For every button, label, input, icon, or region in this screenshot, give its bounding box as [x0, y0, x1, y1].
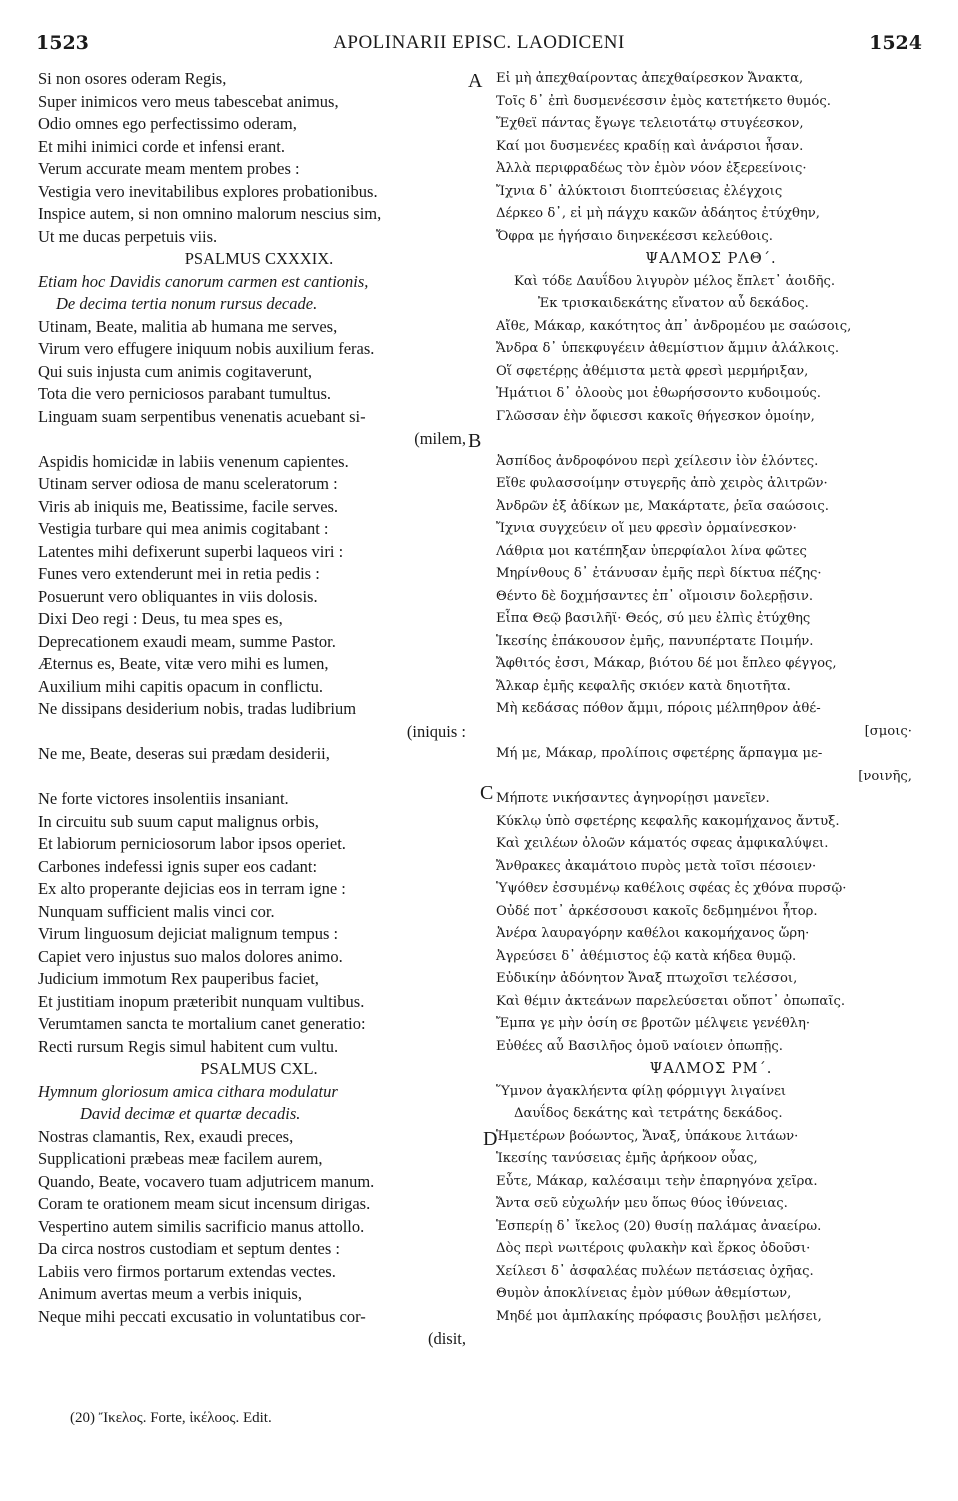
latin-line: Ne dissipans desiderium nobis, tradas ludibrium [38, 699, 357, 718]
greek-line: Αἴθε, Μάκαρ, κακότητος ἀπ᾽ ἀνδρομέου με σαώσοις, [496, 318, 852, 334]
latin-line: PSALMUS CXL. [200, 1059, 318, 1078]
latin-line: Ut me ducas perpetuis viis. [38, 226, 218, 246]
latin-line: Super inimicos vero meus tabescebat animus, [38, 91, 339, 111]
greek-line: [σμοις· [864, 723, 912, 739]
greek-line: Ἱκεσίης ἐπάκουσον ἐμῆς, πανυπέρτατε Ποιμήν. [496, 633, 814, 649]
latin-line: Inspice autem, si non omnino malorum nescius sim, [38, 204, 382, 223]
greek-line: Καὶ τόδε Δαυΐδου λιγυρὸν μέλος ἔπλετ᾽ ἀοιδῆς. [514, 273, 836, 289]
latin-line: Posuerunt vero obliquantes in viis dolosis. [38, 586, 318, 606]
running-title: APOLINARII EPISC. LAODICENI [333, 32, 625, 53]
greek-line: Θυμὸν ἀποκλίνειας ἐμὸν μύθων ἀθεμίστων, [496, 1286, 792, 1301]
greek-line: Μὴ κεδάσας πόθον ἄμμι, πόροις μέλπηθρον ἀθέ- [496, 701, 821, 716]
greek-line: Ἔχθεϊ πάντας ἔγωγε τελειοτάτῳ στυγέεσκον, [496, 116, 804, 131]
latin-line: Odio omnes ego perfectissimo oderam, [38, 114, 297, 133]
section-marker-c: C [480, 782, 494, 804]
latin-line: Funes vero extenderunt mei in retia pedis : [38, 564, 320, 583]
greek-line: Ὄφρα με ἡγήσαιο διηνεκέεσσι κελεύθοις. [496, 228, 773, 244]
latin-line: Utinam, Beate, malitia ab humana me serves, [38, 316, 338, 336]
greek-line: ΨΑΛΜΟΣ ΡΛΘ΄. [645, 251, 777, 267]
latin-line [38, 766, 480, 789]
latin-line: Ex alto properante dejicias eos in terram igne : [38, 879, 346, 898]
latin-line: David decimæ et quartæ decadis. [80, 1104, 301, 1123]
latin-line: Virum vero effugere iniquum nobis auxilium feras. [38, 339, 375, 358]
greek-line: Θέντο δὲ δοχμήσαντες ἐπ᾽ οἴμοισιν δολερῇσιν. [496, 588, 814, 604]
latin-line: Verum accurate meam mentem probes : [38, 159, 300, 178]
latin-line: Et mihi inimici corde et infensi erant. [38, 136, 285, 156]
greek-line: Ἀγρεύσει δ᾽ ἀθέμιστος ἑῷ κατὰ κήδεα θυμῷ. [496, 948, 797, 964]
greek-line: Ἴχνια δ᾽ ἀλύκτοισι διοπτεύσειας ἐλέγχοις [496, 183, 783, 199]
greek-line: Μήποτε νικήσαντες ἀγηνορίῃσι μανεῖεν. [496, 791, 770, 806]
latin-line: Vespertino autem similis sacrificio manus attollo. [38, 1216, 365, 1236]
latin-line: PSALMUS CXXXIX. [184, 249, 334, 268]
latin-line: Utinam server odiosa de manu sceleratorum : [38, 474, 338, 493]
greek-line: Εἶπα Θεῷ βασιλῆϊ· Θεός, σύ μευ ἐλπὶς ἐτύχθης [496, 611, 811, 626]
latin-line: Qui suis injusta cum animis cogitaverunt, [38, 361, 313, 381]
latin-line: Aspidis homicidæ in labiis venenum capientes. [38, 451, 349, 471]
greek-line: Τοῖς δ᾽ ἐπὶ δυσμενέεσσιν ἐμὸς κατετήκετο θυμός. [496, 93, 831, 109]
greek-line: Εὐθέες αὖ Βασιλῆος ὁμοῦ ναίοιεν ὀπωπῇς. [496, 1038, 783, 1054]
greek-line: Ἀσπίδος ἀνδροφόνου περὶ χείλεσιν ἰὸν ἑλόντες. [496, 453, 819, 469]
latin-line: Vestigia turbare qui mea animis cogitabant : [38, 519, 329, 538]
greek-line [496, 428, 926, 451]
greek-line: Δὸς περὶ νωιτέροις φυλακὴν καὶ ἕρκος ὀδοῦσι· [496, 1241, 811, 1256]
page-number-right: 1524 [869, 32, 922, 54]
greek-line: Εὐδικίην ἀδόνητον Ἄναξ πτωχοῖσι τελέσσοι, [496, 971, 798, 986]
latin-line: Capiet vero injustus suo malos dolores animo. [38, 946, 343, 966]
latin-line: Vestigia vero inevitabilibus explores probationibus. [38, 181, 378, 201]
greek-line [496, 1328, 926, 1351]
latin-line: Carbones indefessi ignis super eos cadant: [38, 856, 318, 876]
greek-line: Λάθρια μοι κατέπηξαν ὑπερφίαλοι λίνα φῶτες [496, 543, 807, 559]
greek-line: ΨΑΛΜΟΣ ΡΜ΄. [649, 1061, 773, 1077]
greek-line: [νοινῆς, [858, 768, 912, 784]
greek-line: Ἀλλὰ περιφραδέως τὸν ἐμὸν νόον ἐξερεείνοις· [496, 161, 807, 176]
latin-line: Recti rursum Regis simul habitent cum vultu. [38, 1036, 339, 1056]
latin-line: (disit, [427, 1329, 466, 1348]
greek-line: Καὶ θέμιν ἀκτεάνων παρελεύσεται οὔποτ᾽ ὀπωπαῖς. [496, 993, 846, 1009]
greek-line: Οἵ σφετέρῃς ἀθέμιστα μετὰ φρεσὶ μερμήριξαν, [496, 363, 809, 379]
greek-line: Ὕμνον ἀγακλήεντα φίλῃ φόρμιγγι λιγαίνει [496, 1083, 787, 1099]
greek-line: Ἄντα σεῦ εὐχωλήν μευ ὅπως θύος ἰθύνειας. [496, 1196, 788, 1211]
latin-line: Verumtamen sancta te mortalium canet generatio: [38, 1014, 366, 1033]
greek-line: Ἀνδρῶν ἐξ ἀδίκων με, Μακάρτατε, ῥεῖα σαώσοις. [496, 498, 829, 514]
latin-line: Æternus es, Beate, vitæ vero mihi es lumen, [38, 654, 329, 673]
greek-line: Ὑψόθεν ἐσσυμένῳ καθέλοις σφέας ἐς χθόνα πυρσῷ· [496, 881, 847, 896]
latin-line: Neque mihi peccati excusatio in voluntatibus cor- [38, 1306, 366, 1326]
latin-line: (iniquis : [406, 721, 466, 741]
page-header [0, 32, 958, 56]
latin-line: Nunquam sufficient malis vinci cor. [38, 901, 275, 921]
latin-line: Et labiorum perniciosorum labor ipsos operiet. [38, 834, 346, 853]
greek-line: Ἑσπερίῃ δ᾽ ἴκελος (20) θυσίῃ παλάμας ἀναείρω. [496, 1218, 822, 1234]
latin-line: Supplicationi præbeas meæ facilem aurem, [38, 1149, 323, 1168]
greek-line: Χείλεσι δ᾽ ἀσφαλέας πυλέων πετάσειας ὀχῆας. [496, 1263, 814, 1279]
greek-column [496, 68, 926, 1351]
latin-line: Viris ab iniquis me, Beatissime, facile serves. [38, 496, 339, 516]
greek-line: Εἴθε φυλασσοίμην στυγερῆς ἀπὸ χειρὸς ἀλιτρῶν· [496, 476, 828, 491]
greek-line: Μηρίνθους δ᾽ ἐτάνυσαν ἐμῆς περὶ δίκτυα πέζης· [496, 566, 822, 581]
section-marker-b: B [468, 430, 482, 452]
greek-line: Δαυΐδος δεκάτης καὶ τετράτης δεκάδος. [514, 1106, 783, 1121]
footnote: (20) Ἴκελος. Forte, ἰκέλοος. Edit. [70, 1410, 272, 1426]
latin-line: Ne forte victores insolentiis insaniant. [38, 789, 289, 808]
greek-line: Ἄνδρα δ᾽ ὑπεκφυγέειν ἀθεμίστιον ἄμμιν ἀλάλκοις. [496, 341, 840, 356]
latin-line: In circuitu sub suum caput malignus orbis, [38, 811, 319, 831]
greek-line: Καί μοι δυσμενέες κραδίῃ καὶ ἀνάρσιοι ἦσαν. [496, 138, 804, 154]
greek-line: Ἠμάτιοι δ᾽ ὀλοοὺς μοι ἐθωρήσσοντο κυδοιμούς. [496, 386, 821, 401]
greek-line: Ἴχνια συγχεύειν οἵ μευ φρεσὶν ὁρμαίνεσκον· [496, 521, 797, 536]
section-marker-d: D [483, 1128, 498, 1150]
latin-line: Etiam hoc Davidis canorum carmen est cantionis, [38, 271, 369, 291]
section-marker-a: A [468, 70, 483, 92]
latin-line: Auxilium mihi capitis opacum in conflictu. [38, 676, 324, 696]
latin-column [38, 68, 483, 1351]
page-number-left: 1523 [36, 32, 89, 54]
greek-line: Ἄνθρακες ἀκαμάτοιο πυρὸς μετὰ τοῖσι πέσοιεν· [496, 858, 817, 874]
latin-line: Coram te orationem meam sicut incensum dirigas. [38, 1194, 371, 1213]
latin-line: Quando, Beate, vocavero tuam adjutricem manum. [38, 1171, 375, 1191]
greek-line: Οὐδέ ποτ᾽ ἀρκέσσουσι κακοῖς δεδμημένοι ἦτορ. [496, 903, 818, 919]
greek-line: Μή με, Μάκαρ, προλίποις σφετέρης ἅρπαγμα με- [496, 746, 823, 761]
latin-line: Si non osores oderam Regis, [38, 69, 227, 88]
greek-line: Ἔμπα γε μὴν ὁσίη σε βροτῶν μέλψειε γενέθλη· [496, 1016, 811, 1031]
latin-line: Virum linguosum dejiciat malignum tempus : [38, 924, 339, 943]
greek-line: Ἐκ τρισκαιδεκάτης εἴνατον αὖ δεκάδος. [538, 296, 809, 311]
greek-line: Δέρκεο δ᾽, εἰ μὴ πάγχυ κακῶν ἀδάητος ἐτύχθην, [496, 206, 820, 221]
latin-line: Et justitiam inopum præteribit nunquam vultibus. [38, 991, 365, 1011]
latin-line: Hymnum gloriosum amica cithara modulatur [38, 1081, 338, 1101]
latin-line: Dixi Deo regi : Deus, tu mea spes es, [38, 609, 283, 628]
greek-line: Εἰ μὴ ἀπεχθαίροντας ἀπεχθαίρεσκον Ἄνακτα, [496, 71, 804, 86]
latin-line: Labiis vero firmos portarum extendas vectes. [38, 1261, 336, 1281]
greek-line: Μηδέ μοι ἀμπλακίης πρόφασις βουλῇσι μελήσει, [496, 1308, 822, 1324]
latin-line: Animum avertas meum a verbis iniquis, [38, 1284, 302, 1303]
greek-line: Ἱκεσίης τανύσειας ἐμῆς ἀρήκοον οὖας, [496, 1151, 758, 1166]
greek-line: Καὶ χειλέων ὀλοῶν κάματός σφεας ἀμφικαλύψει. [496, 836, 829, 851]
greek-line: Γλῶσσαν ἑὴν ὄφιεσσι κακοῖς θήγεσκον ὁμοίην, [496, 408, 815, 424]
greek-line: Εὖτε, Μάκαρ, καλέσαιμι τεὴν ἐπαρηγόνα χεῖρα. [496, 1173, 818, 1189]
latin-line: Latentes mihi defixerunt superbi laqueos viri : [38, 541, 344, 561]
latin-line: Linguam suam serpentibus venenatis acuebant si- [38, 406, 366, 426]
latin-line: (milem, [414, 429, 466, 448]
latin-line: De decima tertia nonum rursus decade. [56, 294, 318, 313]
latin-line: Ne me, Beate, deseras sui prædam desiderii, [38, 744, 330, 763]
greek-line: Ἡμετέρων βοόωντος, Ἄναξ, ὑπάκουε λιτάων· [496, 1128, 799, 1144]
latin-line: Nostras clamantis, Rex, exaudi preces, [38, 1126, 294, 1146]
latin-line: Judicium immotum Rex pauperibus faciet, [38, 969, 319, 988]
latin-line: Da circa nostros custodiam et septum dentes : [38, 1239, 340, 1258]
latin-line: Tota die vero perniciosos parabant tumultus. [38, 384, 332, 403]
greek-line: Ἀνέρα λαυραγόρην καθέλοι κακομήχανος ὥρη· [496, 926, 810, 941]
greek-line: Ἄλκαρ ἐμῆς κεφαλῆς σκιόεν κατὰ δηιοτῆτα. [496, 678, 791, 694]
greek-line: Ἄφθιτός ἐσσι, Μάκαρ, βιότου δέ μοι ἔπλεο φέγγος, [496, 656, 837, 671]
greek-line: Κύκλῳ ὑπὸ σφετέρης κεφαλῆς κακομήχανος ἄντυξ. [496, 813, 840, 829]
latin-line: Deprecationem exaudi meam, summe Pastor. [38, 631, 336, 651]
